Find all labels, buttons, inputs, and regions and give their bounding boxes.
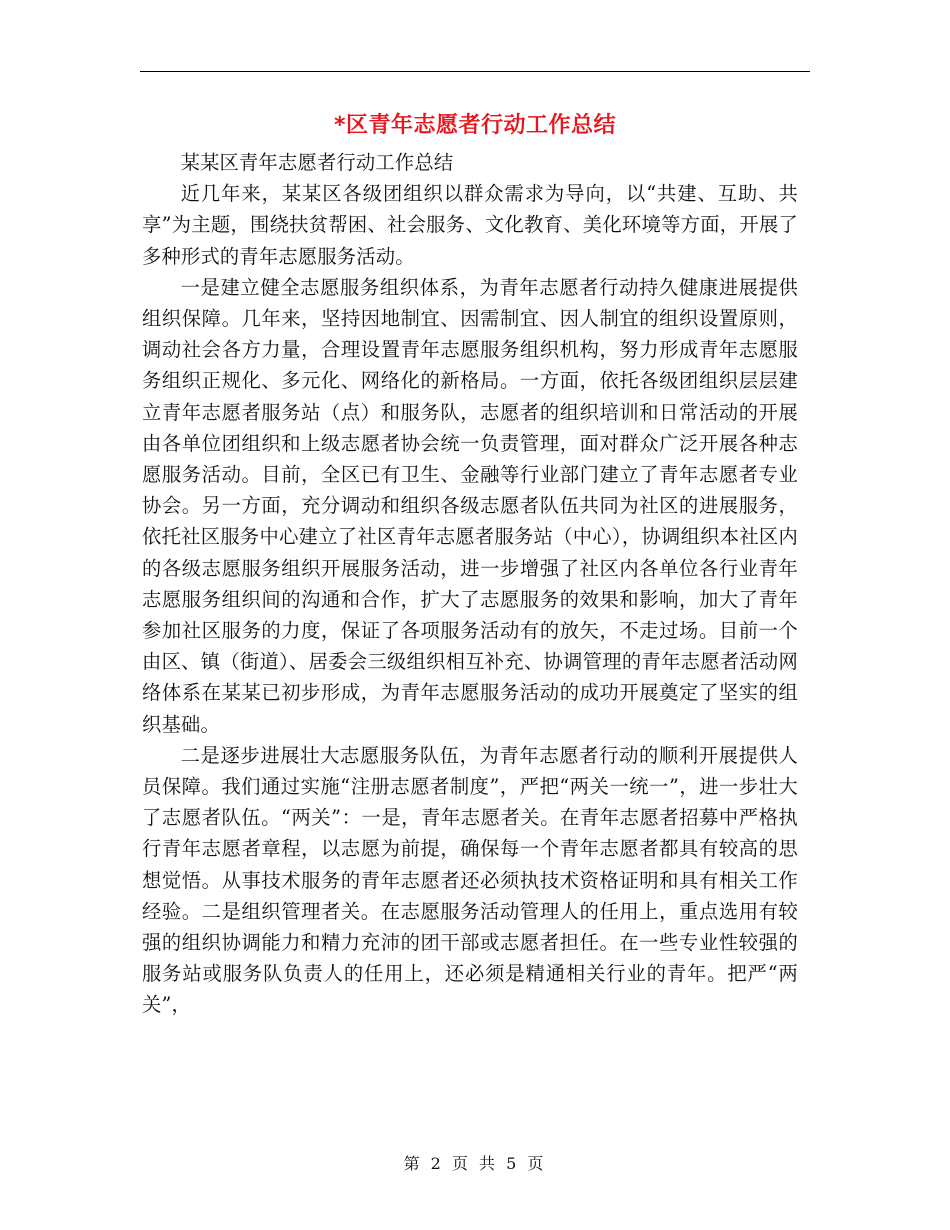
document-body <box>142 147 798 1021</box>
header-rule <box>140 71 810 72</box>
body-paragraph-organization: 一是建立健全志愿服务组织体系，为青年志愿者行动持久健康进展提供组织保障。几年来，坚持因地制宜、因需制宜、因人制宜的组织设置原则，调动社会各方力量，合理设置青年志愿服务组织机构，努力形成青年志愿服务组织正规化、多元化、网络化的新格局。一方面，依托各级团组织层层建立青年志愿者服务站（点）和服务队，志愿者的组织培训和日常活动的开展由各单位团组织和上级志愿者协会统一负责管理，面对群众广泛开展各种志愿服务活动。目前，全区已有卫生、金融等行业部门建立了青年志愿者专业协会。另一方面，充分调动和组织各级志愿者队伍共同为社区的进展服务，依托社区服务中心建立了社区青年志愿者服务站（中心），协调组织本社区内的各级志愿服务组织开展服务活动，进一步增强了社区内各单位各行业青年志愿服务组织间的沟通和合作，扩大了志愿服务的效果和影响，加大了青年参加社区服务的力度，保证了各项服务活动有的放矢，不走过场。目前一个由区、镇（街道）、居委会三级组织相互补充、协调管理的青年志愿者活动网络体系在某某已初步形成，为青年志愿服务活动的成功开展奠定了坚实的组织基础。 <box>142 275 798 736</box>
body-paragraph-subtitle: 某某区青年志愿者行动工作总结 <box>180 151 454 174</box>
page-number-footer: 第 2 页 共 5 页 <box>403 1154 547 1173</box>
document-title: *区青年志愿者行动工作总结 <box>333 113 616 138</box>
body-paragraph-team: 二是逐步进展壮大志愿服务队伍，为青年志愿者行动的顺利开展提供人员保障。我们通过实施“注册志愿者制度”，严把“两关一统一”，进一步壮大了志愿者队伍。“两关”：一是，青年志愿者关。在青年志愿者招募中严格执行青年志愿者章程，以志愿为前提，确保每一个青年志愿者都具有较高的思想觉悟。从事技术服务的青年志愿者还必须执技术资格证明和具有相关工作经验。二是组织管理者关。在志愿服务活动管理人的任用上，重点选用有较强的组织协调能力和精力充沛的团干部或志愿者担任。在一些专业性较强的服务站或服务队负责人的任用上，还必须是精通相关行业的青年。把严“两关”， <box>142 743 798 1017</box>
body-paragraph-intro: 近几年来，某某区各级团组织以群众需求为导向，以“共建、互助、共享”为主题，围绕扶贫帮困、社会服务、文化教育、美化环境等方面，开展了多种形式的青年志愿服务活动。 <box>142 182 798 268</box>
